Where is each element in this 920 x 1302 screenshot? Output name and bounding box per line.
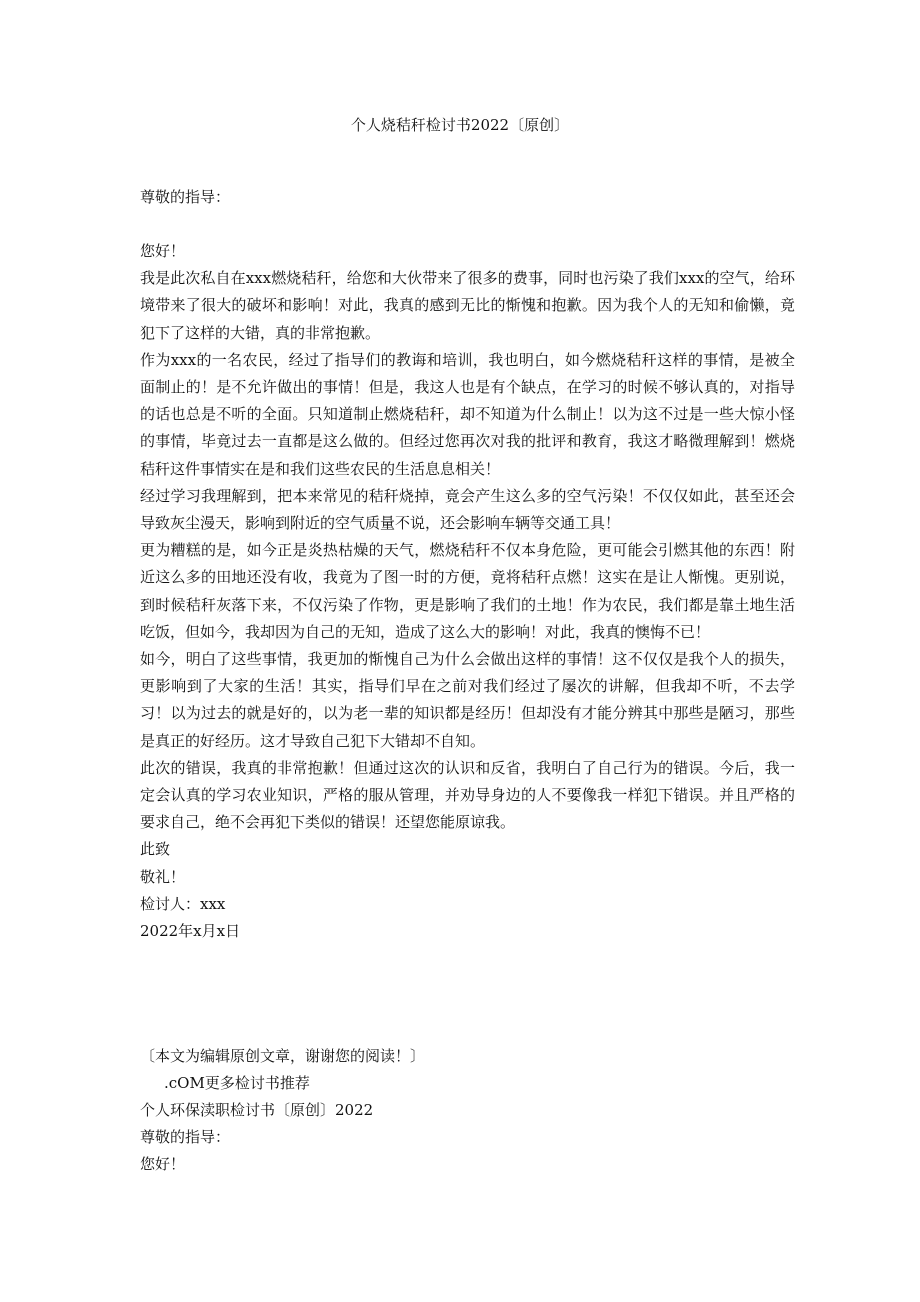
salutation: 尊敬的指导： <box>140 188 231 206</box>
more-link[interactable]: .cOM更多检讨书推荐 <box>164 1074 310 1092</box>
related-title[interactable]: 个人环保渎职检讨书〔原创〕2022 <box>140 1101 374 1119</box>
document-body <box>140 238 795 945</box>
paragraph: 经过学习我理解到，把本来常见的秸秆烧掉，竟会产生这么多的空气污染！不仅仅如此，甚至还会导致灰尘漫天，影响到附近的空气质量不说，还会影响车辆等交通工具！ <box>140 486 795 533</box>
document-footer <box>140 1043 795 1178</box>
related-salutation: 尊敬的指导： <box>140 1128 231 1146</box>
paragraph: 此次的错误，我真的非常抱歉！但通过这次的认识和反省，我明白了自己行为的错误。今后，我一定会认真的学习农业知识，严格的服从管理，并劝导身边的人不要像我一样犯下错误。并且严格的要求自己，绝不会再犯下类似的错误！还望您能原谅我。 <box>140 758 795 832</box>
paragraph: 更为糟糕的是，如今正是炎热枯燥的天气，燃烧秸秆不仅本身危险，更可能会引燃其他的东西！附近这么多的田地还没有收，我竟为了图一时的方便，竟将秸秆点燃！这实在是让人惭愧。更别说，到时候秸秆灰落下来，不仅污染了作物，更是影响了我们的土地！作为农民，我们都是靠土地生活吃饭，但如今，我却因为自己的无知，造成了这么大的影响！对此，我真的懊悔不已！ <box>140 541 795 641</box>
date: 2022年x月x日 <box>140 922 241 941</box>
greeting: 您好！ <box>140 242 186 260</box>
signature: 检讨人：xxx <box>140 894 226 913</box>
footer-note: 〔本文为编辑原创文章，谢谢您的阅读！〕 <box>140 1047 426 1065</box>
related-greeting: 您好！ <box>140 1155 186 1173</box>
closing-line: 此致 <box>140 840 171 859</box>
paragraph: 如今，明白了这些事情，我更加的惭愧自己为什么会做出这样的事情！这不仅仅是我个人的损失，更影响到了大家的生活！其实，指导们早在之前对我们经过了屡次的讲解，但我却不听，不去学习！以为过去的就是好的，以为老一辈的知识都是经历！但却没有才能分辨其中那些是陋习，那些是真正的好经历。这才导致自己犯下大错却不自知。 <box>140 650 795 750</box>
document-title: 个人烧秸秆检讨书2022〔原创〕 <box>350 116 570 134</box>
paragraph: 作为xxx的一名农民，经过了指导们的教诲和培训，我也明白，如今燃烧秸秆这样的事情，是被全面制止的！是不允许做出的事情！但是，我这人也是有个缺点，在学习的时候不够认真的，对指导的话也总是不听的全面。只知道制止燃烧秸秆，却不知道为什么制止！以为这不过是一些大惊小怪的事情，毕竟过去一直都是这么做的。但经过您再次对我的批评和教育，我这才略微理解到！燃烧秸秆这件事情实在是和我们这些农民的生活息息相关！ <box>140 350 795 478</box>
closing-salute: 敬礼！ <box>140 867 186 886</box>
paragraph: 我是此次私自在xxx燃烧秸秆，给您和大伙带来了很多的费事，同时也污染了我们xxx的空气，给环境带来了很大的破坏和影响！对此，我真的感到无比的惭愧和抱歉。因为我个人的无知和偷懒，竟犯下了这样的大错，真的非常抱歉。 <box>140 269 795 342</box>
